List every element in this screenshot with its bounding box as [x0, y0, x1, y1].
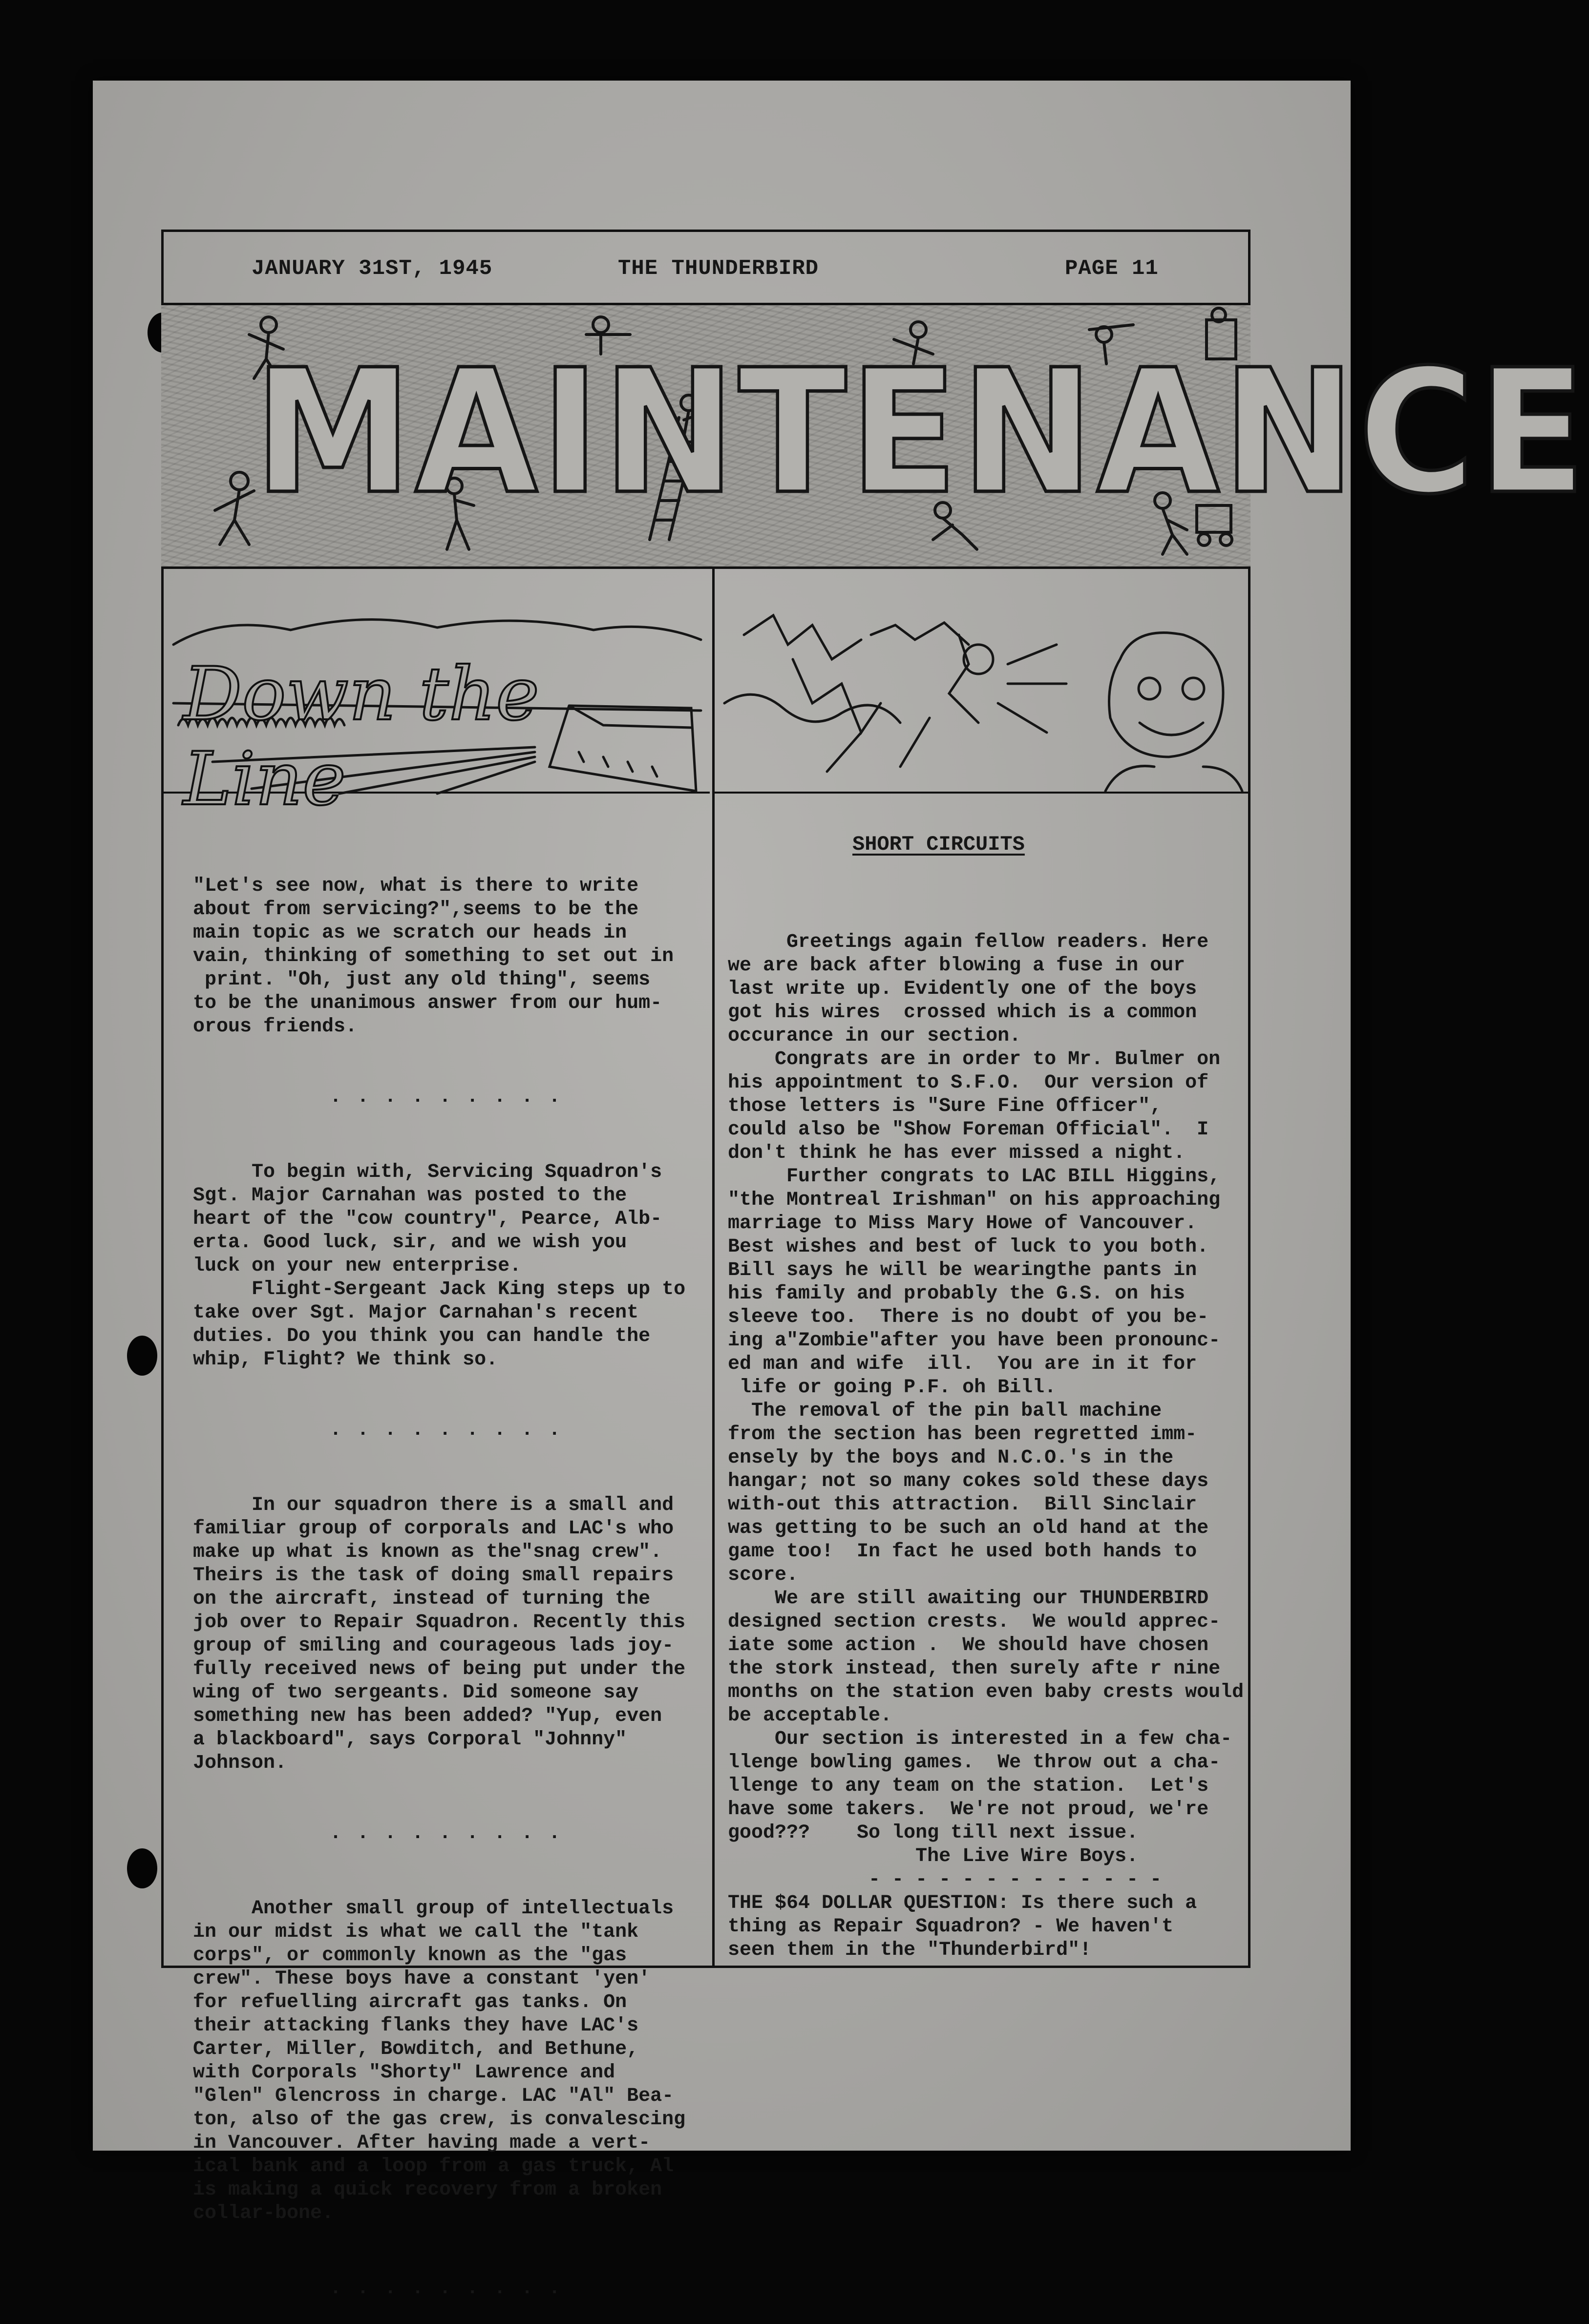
down-the-line-caption: Down the Line: [183, 652, 539, 822]
short-circuits-illustration: [715, 606, 1250, 794]
section-separator: . . . . . . . . .: [193, 1086, 563, 1108]
issue-date: JANUARY 31ST, 1945: [252, 256, 493, 281]
punch-hole-middle: [127, 1336, 157, 1376]
carnahan-paragraph: To begin with, Servicing Squadron's Sgt. Major Carnahan was posted to the heart of the "cow country", Pearce, Alb- erta. Good luck, sir, and we wish you luck on your new enterprise. Flight-Sergeant Jack King steps up to take over Sgt. Major Carnahan's recent duties. Do you think you can handle the whip, Flight? We think so.: [193, 1161, 686, 1371]
short-circuits-body: Greetings again fellow readers. Here we are back after blowing a fuse in our last write up. Evidently one of the boys got his wires crossed which is a common occurance in our section. Congrats are in order to Mr. Bulmer on his appointment to S.F.O. Our version of those letters is "Sure Fine Officer", could also be "Show Foreman Official". I don't think he has ever missed a night. Further congrats to LAC BILL Higgins, "the Montreal Irishman" on his approaching marriage to Miss Mary Howe of Vancouver. Best wishes and best of luck to you both. Bill says he will be wearingthe pants in his family and probably the G.S. on his sleeve too. There is no doubt of you be- ing a"Zombie"after you have been pronounc- ed man and wife ill. You are in it for life or going P.F. oh Bill. The removal of the pin ball machine from the section has been regretted imm- ensely by the boys and N.C.O.'s in the hangar; not so many cokes sold these days with-out this attraction. Bill Sinclair was getting to be such an old hand at the game too! In fact he used both hands to score. We are still awaiting our THUNDERBIRD designed section crests. We would apprec- iate some action . We should have chosen the stork instead, then surely afte r nine months on the station even baby crests would be acceptable. Our section is interested in a few cha- llenge bowling games. We throw out a cha- llenge to any team on the station. Let's have some takers. We're not proud, we're good??? So long till next issue. The Live Wire Boys. - - - - - - - - - - - - - THE $64 DOLLAR QUESTION: Is there such a thing as Repair Squadron? - We haven't seen them in the "Thunderbird"!: [728, 931, 1244, 1961]
punch-hole-bottom: [127, 1848, 157, 1888]
section-separator: . . . . . . . . .: [193, 1419, 563, 1441]
snag-crew-paragraph: In our squadron there is a small and familiar group of corporals and LAC's who make up what is known as the"snag crew". Theirs is the task of doing small repairs on the aircraft, instead of turning the job over to Repair Squadron. Recently this group of smiling and courageous lads joy- fully received news of being put under the wing of two sergeants. Did someone say something new has been added? "Yup, even a blackboard", says Corporal "Johnny" Johnson.: [193, 1494, 686, 1774]
page-number: PAGE 11: [1065, 256, 1159, 281]
short-circuits-title: SHORT CIRCUITS: [852, 833, 1025, 856]
section-separator: . . . . . . . . .: [193, 2278, 563, 2300]
maintenance-banner: [161, 303, 1589, 569]
electric-spark-cartoon: [715, 606, 1250, 794]
left-column-text: [193, 828, 685, 2324]
right-column-text: [728, 884, 1244, 1986]
down-the-line-illustration: [164, 606, 710, 822]
servicing-intro-paragraph: "Let's see now, what is there to write about from servicing?",seems to be the main topic as we scratch our heads in vain, thinking of something to set out in print. "Oh, just any old thing", seems to be the unanimous answer from our hum- orous friends.: [193, 875, 674, 1038]
gas-crew-paragraph: Another small group of intellectuals in our midst is what we call the "tank corps", or commonly known as the "gas crew". These boys have a constant 'yen' for refuelling aircraft gas tanks. On their attacking flanks they have LAC's Carter, Miller, Bowditch, and Bethune, with Corporals "Shorty" Lawrence and "Glen" Glencross in charge. LAC "Al" Bea- ton, also of the gas crew, is convalescing in Vancouver. After having made a vert- ical bank and a loop from a gas truck, Al is making a quick recovery from a broken collar-bone.: [193, 1898, 686, 2224]
banner-title: MAINTENANCE: [254, 333, 1589, 532]
publication-name: THE THUNDERBIRD: [618, 256, 819, 281]
section-separator: . . . . . . . . .: [193, 1822, 563, 1844]
